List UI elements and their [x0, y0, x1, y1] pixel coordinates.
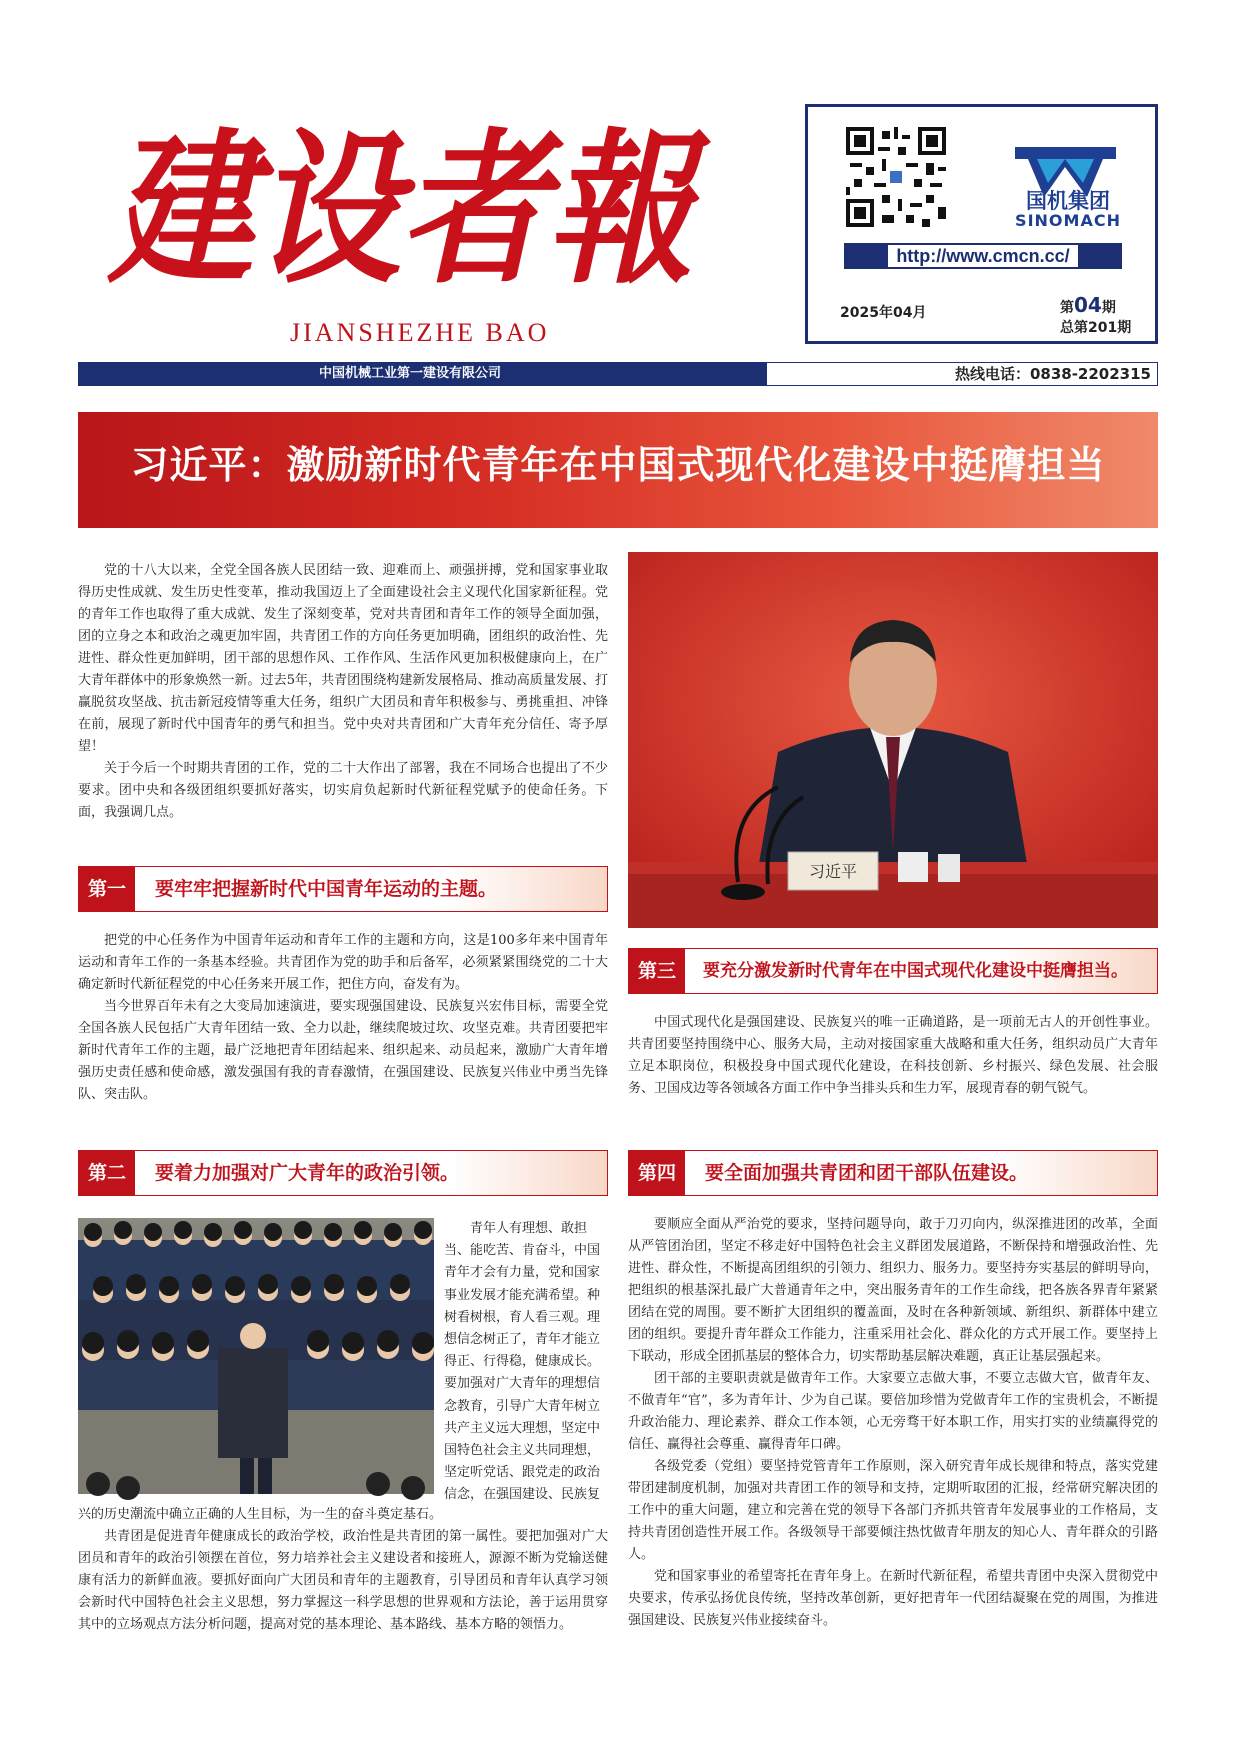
wrap-line: 信念，在强国建设、民族复 [444, 1487, 601, 1503]
section-4-body [628, 1214, 1158, 1632]
section-paragraph: 当今世界百年未有之大变局加速演进，要实现强国建设、民族复兴宏伟目标，需要全党全国各族人民包括广大青年团结一致、全力以赴，继续爬坡过坎、攻坚克难。共青团要把牢新时代青年工作的主题，最广泛地把青年团结起来、组织起来、动员起来，激励广大青年增强历史责任感和使命感，激发强国有我的青春激情，在强国建设、民族复兴伟业中勇当先锋队、突击队。 [78, 999, 608, 1102]
speaker-photo [628, 552, 1158, 928]
logo-text-en: SINOMACH [1015, 211, 1121, 230]
section-paragraph: 要顺应全面从严治党的要求，坚持问题导向，敢于刀刃向内，纵深推进团的改革，全面从严管团治团，坚定不移走好中国特色社会主义群团发展道路，不断保持和增强政治性、先进性、群众性，不断提高团组织的引领力、组织力、服务力。要坚持夯实基层的鲜明导向，把组织的根基深扎最广大普通青年之中，突出服务青年的工作生命线，把各族各界青年紧紧团结在党的周围。要不断扩大团组织的覆盖面，及时在各种新领域、新组织、新群体中建立团的组织。要提升青年群众工作能力，注重采用社会化、群众化的方式开展工作。要坚持上下联动，形成全团抓基层的整体合力，切实帮助基层解决难题，真正让基层强起来。 [628, 1217, 1158, 1364]
qr-code-icon[interactable] [846, 127, 946, 227]
section-paragraph: 共青团是促进青年健康成长的政治学校，政治性是共青团的第一属性。要把加强对广大团员和青年的政治引领摆在首位，努力培养社会主义建设者和接班人，源源不断为党输送健康有活力的新鲜血液。要抓好面向广大团员和青年的主题教育，引导团员和青年认真学习领会新时代中国特色社会主义思想，努力掌握这一科学思想的世界观和方法论，善于运用贯穿其中的立场观点方法分析问题，提高对党的基本理论、基本路线、基本方略的领悟力。 [78, 1529, 608, 1632]
section-title: 要着力加强对广大青年的政治引领。 [155, 1162, 460, 1184]
section-2-body [78, 1504, 608, 1636]
section-header-4 [628, 1150, 1158, 1196]
youth-meeting-photo [78, 1218, 434, 1494]
section-number: 第三 [629, 949, 685, 993]
wrap-tail: 兴的历史潮流中确立正确的人生目标，为一生的奋斗奠定基石。 [78, 1507, 443, 1522]
svg-text:建设者報: 建设者報 [107, 112, 712, 306]
section-1-body [78, 930, 608, 1106]
wrap-line: 事业发展才能充满希望。种 [444, 1287, 601, 1303]
logo-text-cn: 国机集团 [1026, 189, 1110, 213]
wrap-line: 当、能吃苦、肯奋斗，中国 [444, 1243, 601, 1259]
section-paragraph: 中国式现代化是强国建设、民族复兴的唯一正确道路，是一项前无古人的开创性事业。共青团要坚持围绕中心、服务大局，主动对接国家重大战略和重大任务，组织动员广大青年立足本职岗位，积极投身中国式现代化建设，在科技创新、乡村振兴、绿色发展、社会服务、卫国戍边等各领域各方面工作中争当排头兵和生力军，展现青春的朝气锐气。 [628, 1015, 1158, 1096]
intro-paragraph: 关于今后一个时期共青团的工作，党的二十大作出了部署，我在不同场合也提出了不少要求。团中央和各级团组织要抓好落实，切实肩负起新时代新征程党赋予的使命任务。下面，我强调几点。 [78, 761, 608, 820]
wrap-line: 共产主义远大理想，坚定中 [444, 1420, 601, 1436]
section-header-3 [628, 948, 1158, 994]
nameplate-text: 习近平 [808, 862, 858, 881]
issue-date: 2025年04月 [840, 305, 927, 321]
wrap-line: 青年人有理想、敢担 [470, 1221, 588, 1236]
masthead-pinyin: JIANSHEZHE BAO [290, 318, 550, 347]
section-paragraph: 把党的中心任务作为中国青年运动和青年工作的主题和方向，这是100多年来中国青年运动和青年工作的一条基本经验。共青团作为党的助手和后备军，必须紧紧围绕党的二十大确定新时代新征程党的中心任务来开展工作，把住方向，奋发有为。 [78, 933, 608, 992]
issue-number: 第04期 [1060, 293, 1116, 317]
issue-total: 总第201期 [1060, 320, 1132, 336]
wrap-line: 念教育，引导广大青年树立 [444, 1398, 601, 1414]
section-header-1 [78, 866, 608, 912]
section-title: 要全面加强共青团和团干部队伍建设。 [705, 1162, 1029, 1184]
section-number: 第二 [79, 1151, 135, 1195]
masthead-infobox [805, 104, 1158, 344]
website-url[interactable]: http://www.cmcn.cc/ [888, 245, 1077, 267]
headline-title: 习近平：激励新时代青年在中国式现代化建设中挺膺担当 [130, 443, 1106, 487]
publisher-name: 中国机械工业第一建设有限公司 [79, 363, 767, 385]
masthead-calligraphy-title [107, 82, 712, 312]
publisher-band [78, 362, 1158, 386]
section-paragraph: 党和国家事业的希望寄托在青年身上。在新时代新征程，希望共青团中央深入贯彻党中央要求，传承弘扬优良传统，坚持改革创新，更好把青年一代团结凝聚在党的周围，为推进强国建设、民族复兴伟业接续奋斗。 [628, 1569, 1158, 1628]
intro-text [78, 560, 608, 824]
section-paragraph: 各级党委（党组）要坚持党管青年工作原则，深入研究青年成长规律和特点，落实党建带团建制度机制，加强对共青团工作的领导和支持，定期听取团的汇报，经常研究解决团的工作中的重大问题，建立和完善在党的领导下各部门齐抓共管青年发展事业的工作格局，支持共青团创造性开展工作。各级领导干部要倾注热忱做青年朋友的知心人、青年群众的引路人。 [628, 1459, 1158, 1562]
headline-banner [78, 412, 1158, 528]
hotline: 热线电话：0838-2202315 [954, 365, 1151, 383]
wrap-line: 要加强对广大青年的理想信 [444, 1376, 601, 1392]
section-paragraph: 团干部的主要职责就是做青年工作。大家要立志做大事，不要立志做大官，做青年友、不做青年“官”，多为青年计、少为自己谋。要倍加珍惜为党做青年工作的宝贵机会，不断提升政治能力、理论素养、群众工作本领，心无旁骛干好本职工作，用实打实的业绩赢得党的信任、赢得社会尊重、赢得青年口碑。 [628, 1371, 1158, 1452]
wrap-line: 得正、行得稳，健康成长。 [444, 1354, 601, 1370]
section-number: 第四 [629, 1151, 685, 1195]
section-header-2 [78, 1150, 608, 1196]
wrap-line: 青年才会有力量，党和国家 [444, 1265, 601, 1281]
section-title: 要牢牢把握新时代中国青年运动的主题。 [155, 878, 498, 900]
wrap-line: 坚定听党话、跟党走的政治 [444, 1465, 601, 1481]
wrap-line: 国特色社会主义共同理想， [444, 1443, 601, 1459]
section-title: 要充分激发新时代青年在中国式现代化建设中挺膺担当。 [703, 961, 1128, 981]
wrap-line: 树看树根，育人看三观。理 [444, 1309, 601, 1325]
intro-paragraph: 党的十八大以来，全党全国各族人民团结一致、迎难而上、顽强拼搏，党和国家事业取得历史性成就、发生历史性变革，推动我国迈上了全面建设社会主义现代化国家新征程。党的青年工作也取得了重大成就、发生了深刻变革，党对共青团和青年工作的领导全面加强，团的立身之本和政治之魂更加牢固，共青团工作的方向任务更加明确，团组织的政治性、先进性、群众性更加鲜明，团干部的思想作风、工作作风、生活作风更加积极健康向上，在广大青年群体中的形象焕然一新。过去5年，共青团围绕构建新发展格局、推动高质量发展、打赢脱贫攻坚战、抗击新冠疫情等重大任务，组织广大团员和青年积极参与、勇挑重担、冲锋在前，展现了新时代中国青年的勇气和担当。党中央对共青团和广大青年充分信任、寄予厚望！ [78, 563, 608, 754]
wrap-line: 想信念树正了，青年才能立 [444, 1332, 601, 1348]
section-number: 第一 [79, 867, 135, 911]
section-3-body [628, 1012, 1158, 1100]
website-url-bar[interactable] [844, 243, 1122, 269]
section-2-wrap-text [444, 1218, 608, 1507]
